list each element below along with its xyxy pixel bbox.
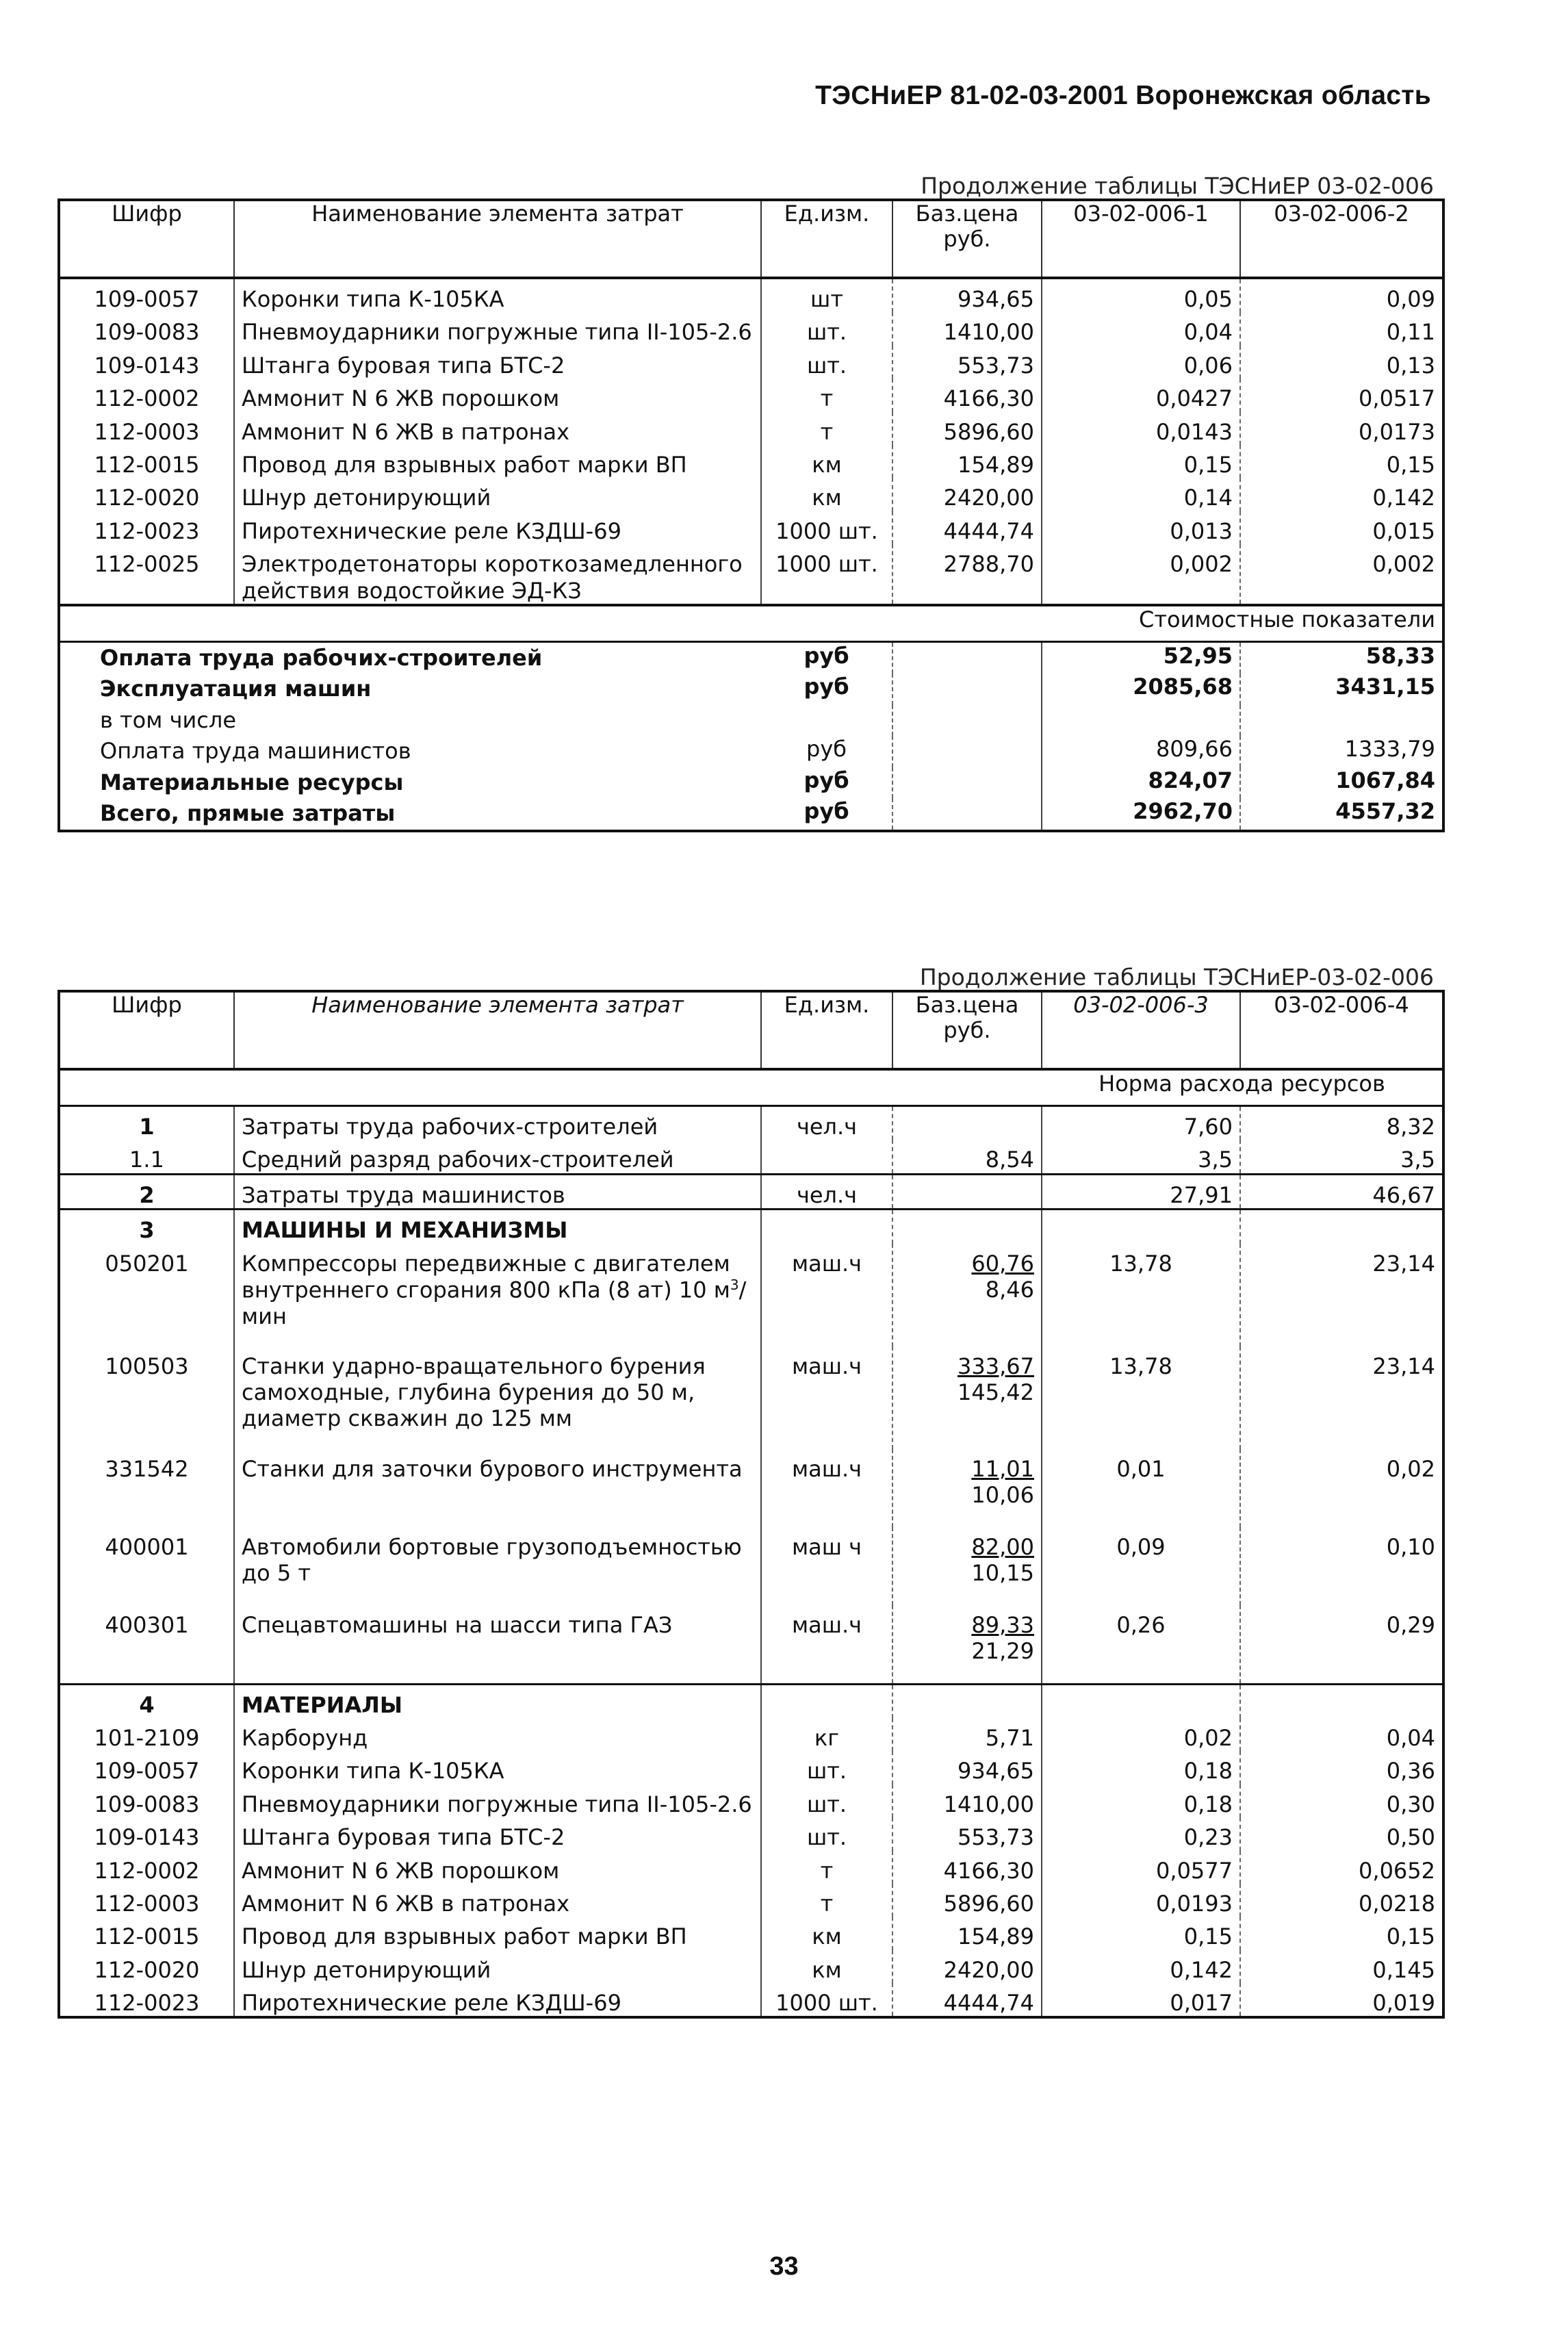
- row-value-2: 0,002: [1372, 551, 1435, 578]
- cost-row: [59, 641, 1443, 674]
- cost-value-1: 809,66: [1042, 736, 1240, 767]
- row-value-1: 0,23: [1042, 1817, 1240, 1850]
- row-base-price: 5,71: [892, 1718, 1042, 1751]
- row-base-price: [892, 1346, 1042, 1449]
- row-name: Аммонит N 6 ЖВ порошком: [234, 379, 761, 411]
- row-name: Пиротехнические реле КЗДШ-69: [234, 1983, 761, 2017]
- row-unit: км: [761, 445, 892, 478]
- row-value-2: 0,11: [1386, 319, 1435, 346]
- table-row: [59, 312, 1443, 345]
- cost-value-2: 1067,84: [1335, 767, 1435, 793]
- row-base-price: [892, 1605, 1042, 1685]
- row-name: Спецавтомашины на шасси типа ГАЗ: [234, 1605, 761, 1685]
- row-value-2: 0,15: [1386, 451, 1435, 478]
- row-base-price: 934,65: [892, 1751, 1042, 1784]
- price-top: 89,33: [971, 1611, 1034, 1638]
- row-name: Аммонит N 6 ЖВ порошком: [234, 1851, 761, 1884]
- row-unit: маш ч: [761, 1527, 892, 1605]
- row-base-price: 1410,00: [892, 312, 1042, 345]
- row-code: 112-0002: [59, 379, 234, 411]
- row-value-2: 0,15: [1386, 1923, 1435, 1950]
- cost-row: [59, 798, 1443, 830]
- table-row: [59, 1950, 1443, 1983]
- cost-value-2: [1240, 705, 1443, 736]
- row-value-2: 0,36: [1386, 1758, 1435, 1784]
- header-code: Шифр: [59, 200, 234, 278]
- row-base-price: 8,54: [892, 1140, 1042, 1174]
- row-name: Станки для заточки бурового инструмента: [234, 1449, 761, 1527]
- cost-unit: руб: [761, 798, 892, 830]
- table-row: [59, 1851, 1443, 1884]
- row-value-1: 0,15: [1042, 1917, 1240, 1949]
- cost-label: Материальные ресурсы: [100, 769, 404, 795]
- row-name: Штанга буровая типа БТС-2: [234, 1817, 761, 1850]
- row-code: 101-2109: [59, 1718, 234, 1751]
- table2-continuation-caption: Продолжение таблицы ТЭСНиЕР-03-02-006: [919, 964, 1434, 990]
- row-name: Станки ударно-вращательного бурения самоходные, глубина бурения до 50 м, диаметр скважин до 125 мм: [234, 1346, 761, 1449]
- row-code: 112-0003: [59, 1884, 234, 1917]
- section-code: 3: [59, 1210, 234, 1244]
- row-value-1: 0,26: [1042, 1605, 1240, 1685]
- row-value-2: 0,02: [1386, 1455, 1435, 1482]
- section-empty: [892, 1684, 1042, 1718]
- cost-value-1: 2962,70: [1042, 798, 1240, 830]
- row-unit: шт: [761, 278, 892, 312]
- row-code: 112-0020: [59, 1950, 234, 1983]
- table1-continuation-caption: Продолжение таблицы ТЭСНиЕР 03-02-006: [921, 172, 1434, 199]
- header-base-price: Баз.цена руб.: [892, 991, 1042, 1069]
- row-base-price: 4444,74: [892, 1983, 1042, 2017]
- row-value-1: 0,0193: [1042, 1884, 1240, 1917]
- row-value-1: 0,0577: [1042, 1851, 1240, 1884]
- row-code: 109-0143: [59, 346, 234, 379]
- row-base-price: 2420,00: [892, 1950, 1042, 1983]
- table2-header-row: [59, 991, 1443, 1069]
- section-title: МАШИНЫ И МЕХАНИЗМЫ: [234, 1210, 761, 1244]
- section-row: [59, 1210, 1443, 1244]
- cost-value-2: 58,33: [1365, 642, 1435, 669]
- row-code: 109-0083: [59, 312, 234, 345]
- table-row: [59, 478, 1443, 511]
- table1-body: [59, 278, 1443, 831]
- row-value-2: 23,14: [1372, 1250, 1435, 1277]
- row-code: 112-0025: [59, 544, 234, 605]
- row-unit: 1000 шт.: [761, 544, 892, 605]
- row-unit: маш.ч: [761, 1346, 892, 1449]
- row-value-2: 0,13: [1386, 352, 1435, 379]
- cost-value-1: 52,95: [1042, 641, 1240, 674]
- cost-unit: руб: [761, 641, 892, 674]
- table1-header-row: [59, 200, 1443, 278]
- row-name: Пиротехнические реле КЗДШ-69: [234, 511, 761, 544]
- row-name: Шнур детонирующий: [234, 478, 761, 511]
- row-base-price: [892, 1527, 1042, 1605]
- row-unit: т: [761, 412, 892, 445]
- row-code: 400001: [59, 1527, 234, 1605]
- row-base-price: 1410,00: [892, 1784, 1042, 1817]
- row-base-price: 4166,30: [892, 379, 1042, 411]
- header-col-4: 03-02-006-4: [1240, 991, 1443, 1069]
- row-base-price: 2420,00: [892, 478, 1042, 511]
- header-col-2: 03-02-006-2: [1240, 200, 1443, 278]
- row-code: 112-0020: [59, 478, 234, 511]
- row-value-2: 0,10: [1386, 1533, 1435, 1560]
- cost-label: Оплата труда машинистов: [100, 738, 411, 765]
- header-unit: Ед.изм.: [761, 991, 892, 1069]
- price-bottom: 8,46: [985, 1276, 1034, 1303]
- row-code: 112-0015: [59, 445, 234, 478]
- row-value-1: 0,15: [1042, 445, 1240, 478]
- row-unit: шт.: [761, 312, 892, 345]
- price-top: 60,76: [971, 1250, 1034, 1277]
- row-code: 400301: [59, 1605, 234, 1685]
- row-base-price: 4444,74: [892, 511, 1042, 544]
- row-code: 100503: [59, 1346, 234, 1449]
- section-empty: [1240, 1684, 1443, 1718]
- machine-row: [59, 1244, 1443, 1346]
- row-unit: км: [761, 1950, 892, 1983]
- table-row: [59, 379, 1443, 411]
- row-name: Шнур детонирующий: [234, 1950, 761, 1983]
- row-unit: маш.ч: [761, 1605, 892, 1685]
- row-name: Электродетонаторы короткозамедленного действия водостойкие ЭД-КЗ: [234, 544, 761, 605]
- row-unit: шт.: [761, 346, 892, 379]
- table-row: [59, 1917, 1443, 1949]
- header-unit: Ед.изм.: [761, 200, 892, 278]
- section-empty: [1042, 1684, 1240, 1718]
- price-bottom: 21,29: [971, 1637, 1034, 1664]
- row-name: Штанга буровая типа БТС-2: [234, 346, 761, 379]
- machine-row: [59, 1527, 1443, 1605]
- row-base-price: [892, 1244, 1042, 1346]
- table-row: [59, 1817, 1443, 1850]
- row-name: Провод для взрывных работ марки ВП: [234, 1917, 761, 1949]
- section-empty: [761, 1684, 892, 1718]
- row-unit: т: [761, 379, 892, 411]
- norm-band-row: [59, 1069, 1443, 1106]
- row-unit: т: [761, 1884, 892, 1917]
- row-unit: шт.: [761, 1784, 892, 1817]
- cost-empty: [892, 641, 1042, 674]
- table-row: [59, 1174, 1443, 1209]
- cost-empty: [892, 674, 1042, 704]
- cost-empty: [892, 705, 1042, 736]
- row-value-1: 0,142: [1042, 1950, 1240, 1983]
- cost-label: в том числе: [100, 706, 236, 733]
- row-value-1: 27,91: [1042, 1174, 1240, 1209]
- row-base-price: 154,89: [892, 445, 1042, 478]
- table-row: [59, 1140, 1443, 1174]
- cost-value-1: [1042, 705, 1240, 736]
- row-value-2: 0,30: [1386, 1791, 1435, 1817]
- row-code: 1: [59, 1106, 234, 1140]
- cost-value-2: 1333,79: [1344, 736, 1435, 763]
- row-code: 1.1: [59, 1140, 234, 1174]
- row-value-2: 0,015: [1372, 517, 1435, 544]
- row-value-2: 0,0218: [1359, 1890, 1435, 1917]
- table-row: [59, 544, 1443, 605]
- row-value-2: 0,50: [1386, 1824, 1435, 1851]
- machine-row: [59, 1605, 1443, 1685]
- row-code: 112-0023: [59, 511, 234, 544]
- table-row: [59, 412, 1443, 445]
- table-row: [59, 1106, 1443, 1140]
- cost-unit: [761, 705, 892, 736]
- row-base-price: 4166,30: [892, 1851, 1042, 1884]
- row-code: 331542: [59, 1449, 234, 1527]
- row-value-2: 0,019: [1372, 1990, 1435, 2017]
- row-name: Коронки типа К-105КА: [234, 278, 761, 312]
- cost-row: [59, 705, 1443, 736]
- resource-table-2: [57, 990, 1445, 2019]
- row-value-1: 0,017: [1042, 1983, 1240, 2017]
- row-code: 112-0003: [59, 412, 234, 445]
- cost-row: [59, 736, 1443, 767]
- row-name: Аммонит N 6 ЖВ в патронах: [234, 1884, 761, 1917]
- row-unit: шт.: [761, 1751, 892, 1784]
- machine-row: [59, 1449, 1443, 1527]
- price-bottom: 145,42: [957, 1379, 1034, 1405]
- row-value-1: 13,78: [1042, 1346, 1240, 1449]
- row-name: Коронки типа К-105КА: [234, 1751, 761, 1784]
- section-empty: [892, 1210, 1042, 1244]
- cost-value-1: 2085,68: [1042, 674, 1240, 704]
- row-value-1: 0,04: [1042, 312, 1240, 345]
- row-code: 112-0023: [59, 1983, 234, 2017]
- row-value-2: 0,142: [1372, 485, 1435, 511]
- table2-body: [59, 1069, 1443, 2017]
- table-row: [59, 1884, 1443, 1917]
- row-value-2: 0,0517: [1359, 385, 1435, 412]
- resource-table-1: [57, 199, 1445, 832]
- table-row: [59, 278, 1443, 312]
- header-name: Наименование элемента затрат: [234, 200, 761, 278]
- price-bottom: 10,15: [971, 1559, 1034, 1586]
- document-title: ТЭСНиЕР 81-02-03-2001 Воронежская область: [815, 81, 1431, 110]
- row-code: 050201: [59, 1244, 234, 1346]
- row-value-1: 0,14: [1042, 478, 1240, 511]
- row-code: 109-0143: [59, 1817, 234, 1850]
- row-unit: км: [761, 1917, 892, 1949]
- section-title: МАТЕРИАЛЫ: [234, 1684, 761, 1718]
- row-name: Затраты труда машинистов: [234, 1174, 761, 1209]
- table-row: [59, 1718, 1443, 1751]
- cost-unit: руб: [761, 674, 892, 704]
- table-row: [59, 346, 1443, 379]
- price-bottom: 10,06: [971, 1481, 1034, 1508]
- norm-band-label: Норма расхода ресурсов: [1042, 1069, 1443, 1106]
- cost-row: [59, 674, 1443, 704]
- cost-empty: [892, 736, 1042, 767]
- row-code: 109-0083: [59, 1784, 234, 1817]
- cost-band-label: Стоимостные показатели: [59, 605, 1443, 642]
- header-base-price: Баз.цена руб.: [892, 200, 1042, 278]
- row-unit: шт.: [761, 1817, 892, 1850]
- row-unit: чел.ч: [761, 1106, 892, 1140]
- row-unit: чел.ч: [761, 1174, 892, 1209]
- row-base-price: 553,73: [892, 1817, 1042, 1850]
- row-base-price: [892, 1106, 1042, 1140]
- row-name: Компрессоры передвижные с двигателем внутреннего сгорания 800 кПа (8 ат) 10 $м^3$/мин: [234, 1244, 761, 1346]
- norm-band-spacer: [59, 1069, 1042, 1106]
- row-code: 112-0015: [59, 1917, 234, 1949]
- row-name: Средний разряд рабочих-строителей: [234, 1140, 761, 1174]
- row-value-1: 0,01: [1042, 1449, 1240, 1527]
- row-code: 2: [59, 1174, 234, 1209]
- cost-label: Оплата труда рабочих-строителей: [100, 644, 543, 671]
- cost-unit: руб: [761, 767, 892, 798]
- price-top: 11,01: [971, 1455, 1034, 1482]
- row-value-2: 0,09: [1386, 286, 1435, 312]
- row-base-price: 553,73: [892, 346, 1042, 379]
- page-number: 33: [769, 2252, 799, 2281]
- row-value-1: 0,18: [1042, 1784, 1240, 1817]
- row-value-1: 0,05: [1042, 278, 1240, 312]
- row-base-price: 934,65: [892, 278, 1042, 312]
- cost-label: Всего, прямые затраты: [100, 800, 396, 827]
- row-name: Провод для взрывных работ марки ВП: [234, 445, 761, 478]
- row-name: Аммонит N 6 ЖВ в патронах: [234, 412, 761, 445]
- row-value-2: 0,04: [1386, 1724, 1435, 1751]
- price-top: 333,67: [957, 1353, 1034, 1379]
- row-value-2: 0,29: [1386, 1611, 1435, 1638]
- row-unit: т: [761, 1851, 892, 1884]
- row-name: Карборунд: [234, 1718, 761, 1751]
- row-base-price: [892, 1449, 1042, 1527]
- row-base-price: 154,89: [892, 1917, 1042, 1949]
- cost-empty: [892, 767, 1042, 798]
- row-value-1: 0,09: [1042, 1527, 1240, 1605]
- cost-value-2: 3431,15: [1335, 674, 1435, 700]
- row-value-1: 7,60: [1042, 1106, 1240, 1140]
- row-name: Пневмоударники погружные типа II-105-2.6: [234, 1784, 761, 1817]
- header-code: Шифр: [59, 991, 234, 1069]
- row-value-2: 3,5: [1400, 1147, 1435, 1173]
- row-base-price: [892, 1174, 1042, 1209]
- price-top: 82,00: [971, 1533, 1034, 1560]
- row-value-2: 46,67: [1240, 1174, 1443, 1209]
- row-name: Пневмоударники погружные типа II-105-2.6: [234, 312, 761, 345]
- row-code: 109-0057: [59, 278, 234, 312]
- row-name: Автомобили бортовые грузоподъемностью до 5 т: [234, 1527, 761, 1605]
- row-unit: [761, 1140, 892, 1174]
- cost-empty: [892, 798, 1042, 830]
- row-base-price: 5896,60: [892, 1884, 1042, 1917]
- row-unit: 1000 шт.: [761, 511, 892, 544]
- section-row: [59, 1684, 1443, 1718]
- row-base-price: 5896,60: [892, 412, 1042, 445]
- machine-row: [59, 1346, 1443, 1449]
- row-unit: 1000 шт.: [761, 1983, 892, 2017]
- row-unit: маш.ч: [761, 1244, 892, 1346]
- row-value-1: 0,0427: [1042, 379, 1240, 411]
- header-col-3: 03-02-006-3: [1042, 991, 1240, 1069]
- cost-band-row: [59, 605, 1443, 642]
- header-name: Наименование элемента затрат: [234, 991, 761, 1069]
- table-row: [59, 1784, 1443, 1817]
- row-value-1: 3,5: [1042, 1140, 1240, 1174]
- row-unit: кг: [761, 1718, 892, 1751]
- cost-value-1: 824,07: [1042, 767, 1240, 798]
- row-value-1: 0,06: [1042, 346, 1240, 379]
- section-code: 4: [59, 1684, 234, 1718]
- cost-value-2: 4557,32: [1335, 798, 1435, 825]
- row-value-1: 0,18: [1042, 1751, 1240, 1784]
- row-value-2: 0,145: [1372, 1956, 1435, 1983]
- cost-unit: руб: [761, 736, 892, 767]
- row-value-1: 0,02: [1042, 1718, 1240, 1751]
- cost-label: Эксплуатация машин: [100, 676, 372, 702]
- row-value-2: 8,32: [1386, 1114, 1435, 1140]
- row-value-1: 13,78: [1042, 1244, 1240, 1346]
- row-value-1: 0,0143: [1042, 412, 1240, 445]
- table-row: [59, 445, 1443, 478]
- section-empty: [1042, 1210, 1240, 1244]
- row-unit: км: [761, 478, 892, 511]
- row-code: 109-0057: [59, 1751, 234, 1784]
- header-col-1: 03-02-006-1: [1042, 200, 1240, 278]
- row-value-2: 0,0173: [1359, 418, 1435, 445]
- row-value-1: 0,002: [1042, 544, 1240, 605]
- section-empty: [1240, 1210, 1443, 1244]
- row-value-1: 0,013: [1042, 511, 1240, 544]
- section-empty: [761, 1210, 892, 1244]
- table-row: [59, 511, 1443, 544]
- row-value-2: 23,14: [1372, 1353, 1435, 1379]
- row-name: Затраты труда рабочих-строителей: [234, 1106, 761, 1140]
- row-unit: маш.ч: [761, 1449, 892, 1527]
- row-value-2: 0,0652: [1359, 1857, 1435, 1884]
- row-base-price: 2788,70: [892, 544, 1042, 605]
- cost-row: [59, 767, 1443, 798]
- row-code: 112-0002: [59, 1851, 234, 1884]
- table-row: [59, 1751, 1443, 1784]
- table-row: [59, 1983, 1443, 2017]
